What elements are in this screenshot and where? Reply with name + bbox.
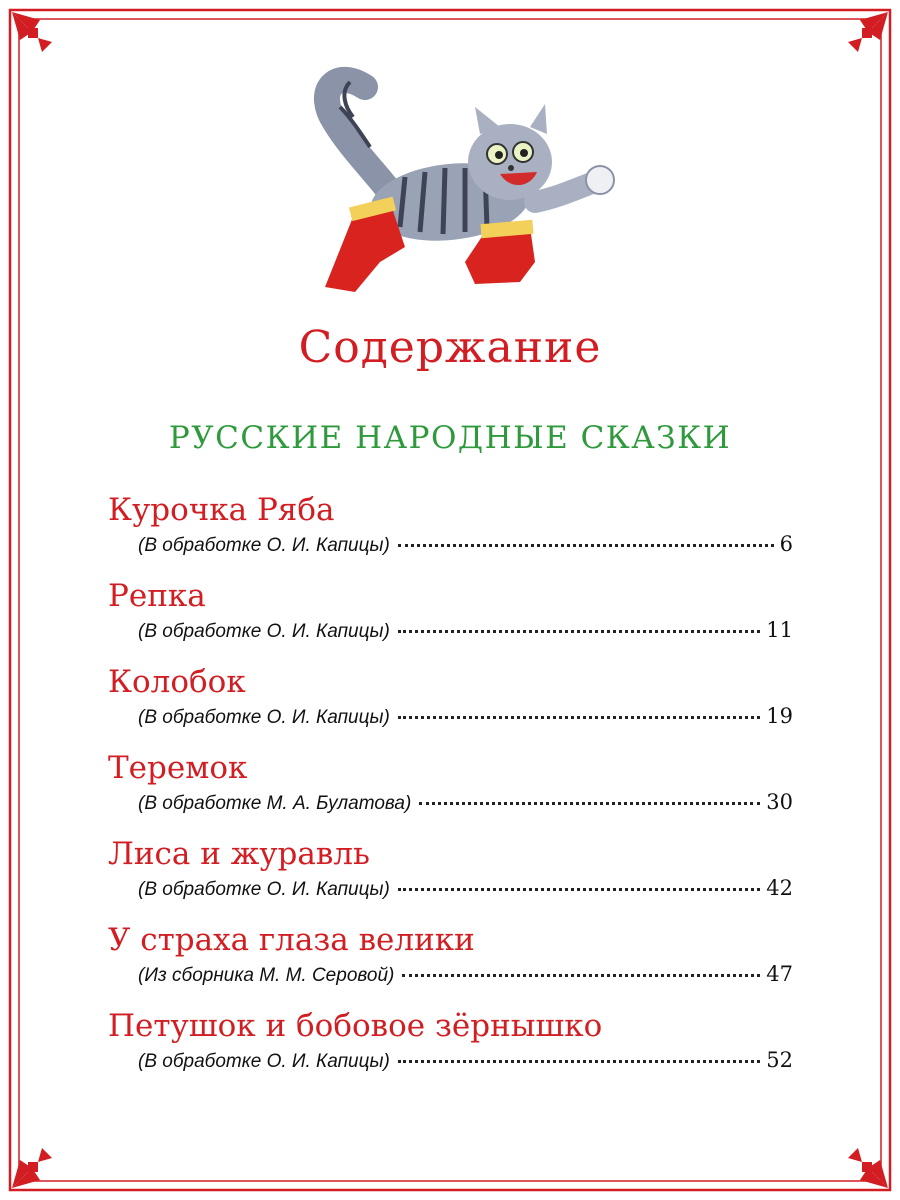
toc-entry-note: (В обработке О. И. Капицы) — [138, 879, 390, 900]
toc-entry[interactable] — [108, 662, 793, 748]
toc-page-number: 11 — [766, 618, 793, 642]
dot-leader — [398, 1060, 760, 1063]
toc-page-number: 52 — [766, 1048, 793, 1072]
toc-page-number: 30 — [766, 790, 793, 814]
dot-leader — [398, 888, 760, 891]
toc-entry-title[interactable]: Лиса и журавль — [108, 836, 370, 872]
toc-entry-title[interactable]: Теремок — [108, 750, 248, 786]
toc-entry[interactable] — [108, 920, 793, 1006]
toc-entry-note: (В обработке О. И. Капицы) — [138, 535, 390, 556]
toc-entry-subline — [138, 704, 793, 729]
toc-entry-title[interactable]: Петушок и бобовое зёрнышко — [108, 1008, 603, 1044]
dot-leader — [402, 974, 760, 977]
dot-leader — [398, 544, 774, 547]
dot-leader — [419, 802, 760, 805]
toc-page-number: 47 — [766, 962, 793, 986]
toc-page-number: 42 — [766, 876, 793, 900]
toc-entry[interactable] — [108, 834, 793, 920]
toc-entry-subline — [138, 532, 793, 557]
toc-entry-title[interactable]: Репка — [108, 578, 206, 614]
page-title: Содержание — [298, 322, 602, 373]
table-of-contents — [108, 490, 793, 1092]
toc-entry-title[interactable]: У страха глаза велики — [108, 922, 475, 958]
toc-entry[interactable] — [108, 576, 793, 662]
toc-entry[interactable] — [108, 490, 793, 576]
section-heading: РУССКИЕ НАРОДНЫЕ СКАЗКИ — [168, 420, 732, 456]
dot-leader — [398, 716, 760, 719]
toc-page-number: 6 — [779, 532, 793, 556]
dot-leader — [398, 630, 760, 633]
toc-entry-note: (Из сборника М. М. Серовой) — [138, 965, 395, 986]
toc-entry-subline — [138, 618, 793, 643]
toc-entry-subline — [138, 876, 793, 901]
toc-entry-note: (В обработке М. А. Булатова) — [138, 793, 412, 814]
toc-entry-subline — [138, 962, 793, 987]
toc-entry[interactable] — [108, 748, 793, 834]
toc-entry-note: (В обработке О. И. Капицы) — [138, 1051, 390, 1072]
toc-entry-note: (В обработке О. И. Капицы) — [138, 707, 390, 728]
toc-page-number: 19 — [766, 704, 793, 728]
toc-entry-subline — [138, 790, 793, 815]
cat-in-boots-illustration — [295, 62, 625, 307]
toc-entry-note: (В обработке О. И. Капицы) — [138, 621, 390, 642]
toc-entry-title[interactable]: Колобок — [108, 664, 246, 700]
toc-entry-title[interactable]: Курочка Ряба — [108, 492, 335, 528]
toc-entry-subline — [138, 1048, 793, 1073]
toc-entry[interactable] — [108, 1006, 793, 1092]
